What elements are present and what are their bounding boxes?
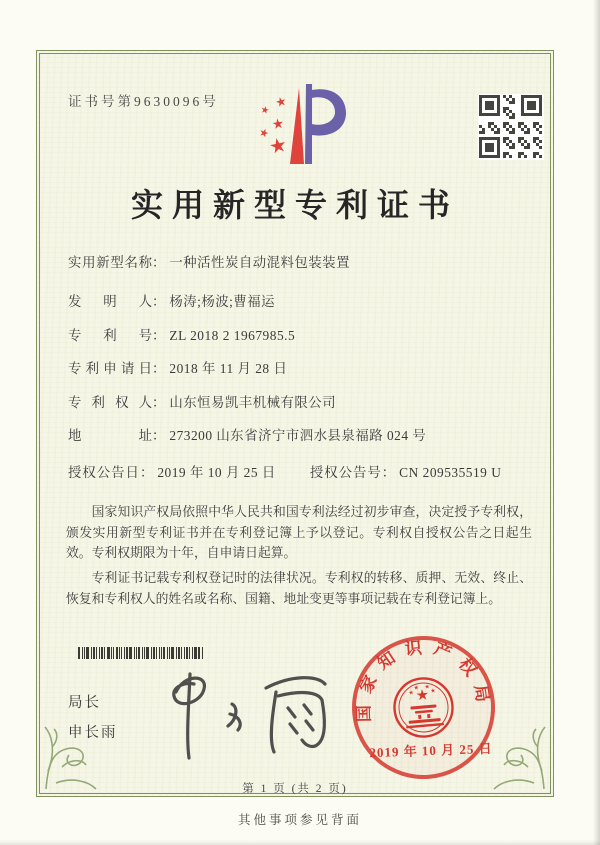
- barcode: [78, 647, 238, 659]
- grant-number-label: 授权公告号: [309, 465, 382, 480]
- grant-number-value: CN 209535519 U: [399, 465, 502, 480]
- cnipa-logo-icon: [252, 80, 356, 172]
- legal-paragraph: 专利证书记载专利权登记时的法律状况。专利权的转移、质押、无效、终止、恢复和专利权人的姓名或名称、国籍、地址变更等事项记载在专利登记簿上。: [66, 571, 532, 606]
- grant-date-value: 2019 年 10 月 25 日: [157, 465, 276, 480]
- field-value-inventors: 杨涛;杨波;曹福运: [169, 294, 276, 309]
- field-label: 专利申请日: [68, 361, 152, 376]
- field-label: 实用新型名称: [68, 255, 152, 270]
- field-label: 专利权人: [68, 394, 152, 410]
- seal-date: 2019 年 10 月 25 日: [369, 740, 493, 761]
- field-value-address: 273200 山东省济宁市泗水县泉福路 024 号: [169, 428, 427, 443]
- field-value-filing-date: 2018 年 11 月 28 日: [169, 361, 288, 376]
- field-label: 专利号: [68, 327, 152, 343]
- field-row-name: [68, 252, 530, 271]
- certificate-fields: [68, 252, 530, 481]
- signer-block: [68, 688, 118, 748]
- field-row-patent-number: [68, 325, 530, 344]
- legal-text: [66, 502, 532, 614]
- colon: ：: [381, 465, 396, 480]
- certificate-title: 实用新型专利证书: [130, 187, 459, 223]
- grant-date: [68, 462, 276, 481]
- field-value-patentee: 山东恒易凯丰机械有限公司: [169, 394, 337, 410]
- field-value-patent-number: ZL 2018 2 1967985.5: [169, 327, 296, 343]
- colon: ：: [152, 394, 166, 410]
- colon: ：: [152, 255, 166, 270]
- qr-code-icon: [478, 94, 544, 160]
- legal-paragraph: 国家知识产权局依照中华人民共和国专利法经过初步审查，决定授予专利权，颁发实用新型专利证书并在专利登记簿上予以登记。专利权自授权公告之日起生效。专利权期限为十年，自申请日起算。: [66, 505, 532, 561]
- signer-title: 局长: [68, 695, 101, 711]
- field-row-filing-date: [68, 358, 530, 377]
- colon: ：: [152, 428, 166, 443]
- grant-date-label: 授权公告日: [68, 465, 140, 480]
- official-seal: [346, 630, 501, 785]
- certificate-frame: [36, 50, 554, 797]
- certificate-number: 证书号第9630096号: [68, 94, 219, 109]
- field-row-address: [68, 425, 530, 444]
- national-emblem-icon: [392, 676, 455, 739]
- footer-note: 其他事项参见背面: [237, 813, 362, 827]
- field-label: 地址: [68, 428, 152, 443]
- grant-number: [310, 462, 502, 481]
- field-row-inventors: [68, 291, 530, 310]
- colon: ：: [139, 465, 154, 480]
- commissioner-signature: [146, 662, 356, 762]
- field-row-patentee: [68, 392, 530, 411]
- colon: ：: [152, 294, 166, 309]
- field-label: 发明人: [68, 294, 152, 309]
- colon: ：: [152, 361, 166, 376]
- field-value-patent-name: 一种活性炭自动混料包装装置: [169, 255, 350, 270]
- page-number: 第 1 页 (共 2 页): [242, 783, 348, 795]
- seal-text: 国家知识产权局: [354, 637, 494, 723]
- signer-name: 申长雨: [68, 725, 118, 741]
- colon: ：: [152, 327, 166, 343]
- grant-row: [68, 462, 530, 481]
